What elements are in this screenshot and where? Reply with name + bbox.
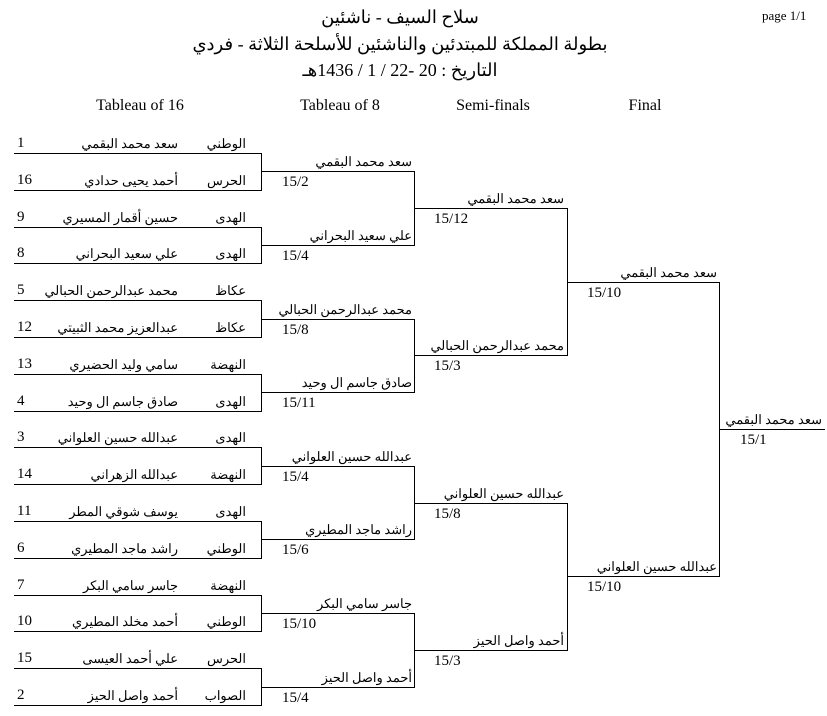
tableau16-line xyxy=(14,300,261,301)
semifinal-score: 15/12 xyxy=(434,211,469,228)
club-name: النهضة xyxy=(210,467,246,483)
champion-line xyxy=(719,429,825,430)
club-name: الحرس xyxy=(206,651,246,667)
seed-number: 5 xyxy=(17,282,25,299)
tableau16-line xyxy=(14,337,261,338)
club-name: الهدى xyxy=(215,209,246,225)
seed-number: 4 xyxy=(17,392,25,409)
tableau16-line xyxy=(14,153,261,154)
club-name: الهدى xyxy=(215,430,246,446)
seed-number: 11 xyxy=(17,503,32,519)
semifinal-winner-name: محمد عبدالرحمن الحبالي xyxy=(430,338,564,354)
bout-winner-name: محمد عبدالرحمن الحبالي xyxy=(278,301,412,317)
fencer-name: حسين أقمار المسيري xyxy=(62,209,178,225)
final-score: 15/10 xyxy=(587,579,622,596)
seed-number: 9 xyxy=(17,208,25,225)
bout-winner-name: صادق جاسم ال وحيد xyxy=(301,375,412,391)
seed-number: 12 xyxy=(17,319,32,335)
bout-winner-name: عبدالله حسين العلواني xyxy=(291,448,412,464)
seed-number: 6 xyxy=(17,539,25,556)
seed-number: 16 xyxy=(17,171,32,188)
champion-name: سعد محمد البقمي xyxy=(725,412,822,427)
semifinal-line xyxy=(414,650,567,651)
club-name: عكاظ xyxy=(215,320,246,335)
tableau16-line xyxy=(14,227,261,228)
club-name: الهدى xyxy=(215,393,246,409)
seed-number: 10 xyxy=(17,613,32,630)
fencer-name: راشد ماجد المطيري xyxy=(71,540,178,556)
tableau16-line xyxy=(14,521,261,522)
fencer-name: جاسر سامي البكر xyxy=(82,577,178,593)
fencer-name: يوسف شوقي المطر xyxy=(69,504,178,519)
tableau8-line xyxy=(261,171,414,172)
bout-winner-name: أحمد واصل الحيز xyxy=(321,669,412,685)
fencer-name: عبدالله الزهراني xyxy=(90,467,178,483)
tableau16-line xyxy=(14,411,261,412)
fencer-name: أحمد واصل الحيز xyxy=(87,688,178,703)
bout-score: 15/8 xyxy=(282,321,309,338)
semifinal-winner-name: سعد محمد البقمي xyxy=(467,191,564,207)
tableau16-line xyxy=(14,595,261,596)
fencer-name: سعد محمد البقمي xyxy=(81,136,178,151)
semifinal-score: 15/8 xyxy=(434,505,461,522)
semifinal-line xyxy=(414,208,567,209)
final-score: 15/10 xyxy=(587,284,622,301)
fencer-name: سامي وليد الحضيري xyxy=(69,356,178,372)
col-tableau-16: Tableau of 16 xyxy=(96,97,184,114)
tableau16-line xyxy=(14,374,261,375)
bout-score: 15/4 xyxy=(282,689,309,706)
club-name: الوطني xyxy=(206,614,246,630)
semifinal-winner-name: عبدالله حسين العلواني xyxy=(443,485,564,501)
tableau8-line xyxy=(261,319,414,320)
club-name: النهضة xyxy=(210,577,246,593)
tableau16-line xyxy=(14,484,261,485)
final-line xyxy=(567,576,719,577)
tableau16-line xyxy=(14,447,261,448)
semifinal-score: 15/3 xyxy=(434,652,461,669)
page-subtitle: بطولة المملكة للمبتدئين والناشئين للأسلحة الثلاثة - فردي xyxy=(192,34,608,54)
seed-number: 1 xyxy=(17,135,25,151)
semifinal-winner-name: أحمد واصل الحيز xyxy=(473,632,564,648)
col-semifinals: Semi-finals xyxy=(456,97,530,114)
fencer-name: صادق جاسم ال وحيد xyxy=(67,393,178,409)
tableau8-line xyxy=(261,613,414,614)
seed-number: 13 xyxy=(17,355,32,372)
tableau16-line xyxy=(14,558,261,559)
club-name: الصواب xyxy=(204,688,246,703)
tableau16-line xyxy=(14,705,261,706)
page-title: سلاح السيف - ناشئين xyxy=(321,7,479,27)
col-tableau-8: Tableau of 8 xyxy=(300,97,380,114)
seed-number: 2 xyxy=(17,687,25,703)
club-name: عكاظ xyxy=(215,283,246,299)
fencer-name: محمد عبدالرحمن الحبالي xyxy=(44,283,178,299)
fencer-name: أحمد مخلد المطيري xyxy=(72,614,178,630)
tableau8-line xyxy=(261,245,414,246)
bout-winner-name: راشد ماجد المطيري xyxy=(305,522,412,538)
tableau16-line xyxy=(14,631,261,632)
seed-number: 15 xyxy=(17,650,32,667)
bout-score: 15/6 xyxy=(282,542,309,559)
bout-score: 15/4 xyxy=(282,468,309,485)
club-name: الحرس xyxy=(206,172,246,188)
club-name: الوطني xyxy=(206,136,246,151)
club-name: الهدى xyxy=(215,246,246,262)
club-name: الوطني xyxy=(206,540,246,556)
bout-score: 15/10 xyxy=(282,616,317,632)
seed-number: 3 xyxy=(17,429,25,446)
club-name: الهدى xyxy=(215,504,246,519)
champion-score: 15/1 xyxy=(740,432,767,448)
bout-score: 15/4 xyxy=(282,248,309,264)
semifinal-score: 15/3 xyxy=(434,358,461,375)
tableau8-line xyxy=(261,466,414,467)
bout-winner-name: سعد محمد البقمي xyxy=(315,154,412,170)
seed-number: 7 xyxy=(17,576,25,593)
page-number: page 1/1 xyxy=(762,8,807,23)
tableau16-line xyxy=(14,190,261,191)
fencer-name: عبدالله حسين العلواني xyxy=(57,430,178,446)
tableau8-line xyxy=(261,392,414,393)
fencer-name: أحمد يحيى حدادي xyxy=(84,172,178,188)
fencer-name: علي أحمد العيسى xyxy=(82,651,178,667)
tableau8-line xyxy=(261,539,414,540)
final-line xyxy=(567,282,719,283)
fencer-name: عبدالعزيز محمد الثبيتي xyxy=(57,320,178,335)
tableau16-line xyxy=(14,263,261,264)
bout-winner-name: علي سعيد البحراني xyxy=(309,228,412,243)
finalist-name: سعد محمد البقمي xyxy=(620,264,717,280)
bout-winner-name: جاسر سامي البكر xyxy=(316,596,412,611)
seed-number: 14 xyxy=(17,466,32,483)
bout-score: 15/2 xyxy=(282,174,309,191)
bout-score: 15/11 xyxy=(282,395,316,412)
tableau8-line xyxy=(261,687,414,688)
tableau16-line xyxy=(14,668,261,669)
col-final: Final xyxy=(628,97,662,114)
semifinal-line xyxy=(414,355,567,356)
event-date: التاريخ : 20 -22 / 1 / 1436هـ xyxy=(302,60,498,80)
fencer-name: علي سعيد البحراني xyxy=(75,246,178,262)
finalist-name: عبدالله حسين العلواني xyxy=(596,559,717,575)
club-name: النهضة xyxy=(210,356,246,372)
seed-number: 8 xyxy=(17,245,25,262)
semifinal-line xyxy=(414,503,567,504)
